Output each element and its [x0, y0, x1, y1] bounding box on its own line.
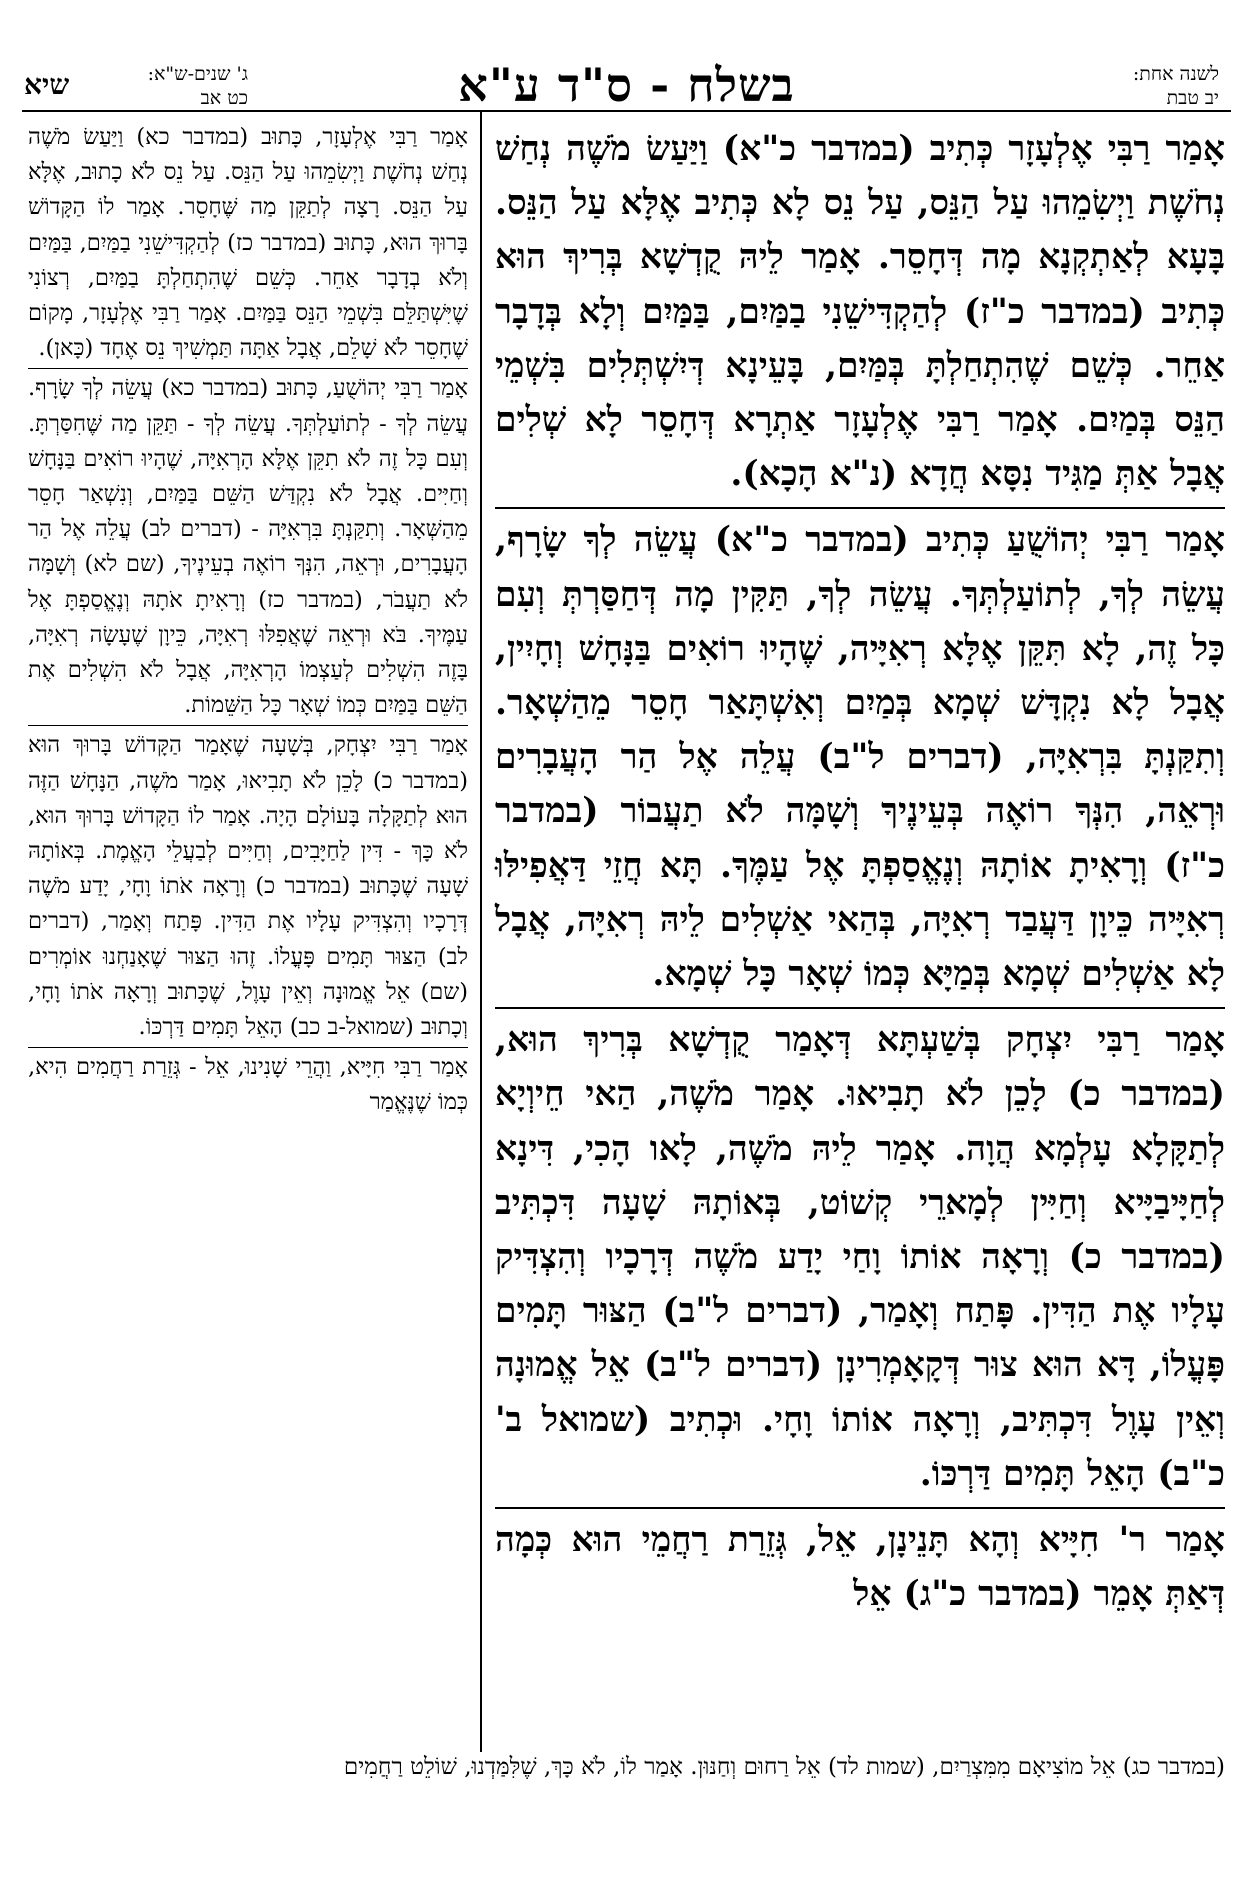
- main-paragraph: אָמַר רַבִּי יִצְחָק בְּשַׁעְתָּא דְּאָמַר קֻדְשָׁא בְּרִיךְ הוּא, (במדבר כ) לָכֵן לֹא תָבִיאוּ. אָמַר מֹשֶׁה, הַאי חֵיוְיָא לְתַקָּלָא עָלְמָא הֲוָה. אָמַר לֵיהּ מֹשֶׁה, לָאו הָכִי, דִּינָא לְחַיָּיבַיָּיא וְחַיִּין לְמָארֵי קְשׁוֹט, בְּאוֹתָהּ שָׁעָה דִּכְתִּיב (במדבר כ) וְרָאָה אוֹתוֹ וָחַי יָדַע מֹשֶׁה דְּרָכָיו וְהִצְדִּיק עָלָיו אֶת הַדִּין. פָּתַח וְאָמַר, (דברים ל"ב) הַצּוּר תָּמִים פָּעֳלוֹ, דָּא הוּא צוּר דְּקָאָמְרִינָן (דברים ל"ב) אֵל אֱמוּנָה וְאֵין עָוֶל דִּכְתִּיב, וְרָאָה אוֹתוֹ וָחָי. וּכְתִיב (שמואל ב' כ"ב) הָאֵל תָּמִים דַּרְכּוֹ.: [495, 1007, 1225, 1501]
- page-number: שיא: [24, 68, 70, 101]
- schedule-three-years-date: כט אב: [200, 87, 248, 109]
- main-paragraph: אָמַר ר' חִיָּיא וְהָא תָּנֵינָן, אֵל, גְּזֵרַת רַחֲמֵי הוּא כְּמָה דְּאַתְּ אָמֵר (במדבר כ"ג) אֵל: [495, 1507, 1225, 1621]
- aramaic-text-column: [495, 122, 1225, 1621]
- schedule-three-years-label: ג' שנים-ש"א:: [147, 63, 248, 85]
- bottom-continuation-line: (במדבר כג) אֵל מוֹצִיאָם מִמִּצְרַיִם, (שמות לד) אֵל רַחוּם וְחַנּוּן. אָמַר לוֹ, לֹא כָּךְ, שֶׁלִּמַּדְנוּ, שׁוֹלֵט רַחֲמִים: [343, 1754, 1225, 1780]
- schedule-three-years: [68, 62, 248, 110]
- schedule-one-year-date: יב טבת: [1166, 87, 1219, 109]
- main-paragraph: אָמַר רַבִּי יְהוֹשֻׁעַ כְּתִיב (במדבר כ"א) עֲשֵׂה לְךָ שָׂרָף, עֲשֵׂה לְךָ, לְתוֹעַלְתְּךָ. עֲשֵׂה לְךָ, תַּקִּין מָה דְּחַסַּרְתְּ וְעִם כָּל זֶה, לָא תִּקֵּן אֶלָּא רְאִיָּיה, שֶׁהָיוּ רוֹאִים בַּנָּחָשׁ וְחָיִין, אֲבָל לָא נִקְדָּשׁ שְׁמָא בְּמַיִם וְאִשְׁתָּאַר חָסֵר מֵהַשְׁאָר. וְתִקַּנְתָּ בִּרְאִיָּה, (דברים ל"ב) עֲלֵה אֶל הַר הָעֲבָרִים וּרְאֵה, הִנְּךָ רוֹאֶה בְּעֵינֶיךָ וְשָׁמָּה לֹא תַעֲבוֹר (במדבר כ"ז) וְרָאִיתָ אוֹתָהּ וְנֶאֱסַפְתָּ אֶל עַמֶּךָ. תָּא חֲזֵי דַּאֲפִילּוּ רְאִיָּיה כֵּיוָן דַּעֲבַד רְאִיָּה, בְּהַאי אַשְׁלִים לֵיהּ רְאִיָּה, אֲבָל לָא אַשְׁלִים שְׁמָא בְּמַיָּא כְּמוֹ שְׁאָר כָּל שְׁמָא.: [495, 507, 1225, 1001]
- hebrew-translation-column: [28, 120, 468, 1121]
- column-divider: [480, 112, 482, 1752]
- page-title: בשלח - ס"ד ע"א: [458, 58, 795, 112]
- side-paragraph: אָמַר רַבִּי אֶלְעָזָר, כָּתוּב (במדבר כא) וַיַּעַשׂ מֹשֶׁה נְחַשׁ נְחֹשֶׁת וַיְשִׂמֵהוּ עַל הַנֵּס. עַל נֵס לֹא כָתוּב, אֶלָּא עַל הַנֵּס. רָצָה לְתַקֵּן מַה שֶּׁחָסֵר. אָמַר לוֹ הַקָּדוֹשׁ בָּרוּךְ הוּא, כָּתוּב (במדבר כז) לְהַקְדִּישֵׁנִי בַמַּיִם, בַּמַּיִם וְלֹא בְדָבָר אַחֵר. כְּשֵׁם שֶׁהִתְחַלְתָּ בַמַּיִם, רְצוֹנִי שֶׁיִּשְׁתַּלֵּם בִּשְׁמֵי הַנֵּס בַּמַּיִם. אָמַר רַבִּי אֶלְעָזָר, מָקוֹם שֶׁחָסֵר לֹא שָׁלֵם, אֲבָל אַתָּה תַּמְשִׁיךְ נֵס אֶחָד (כָּאן).: [28, 124, 468, 362]
- main-paragraph: אָמַר רַבִּי אֶלְעָזָר כְּתִיב (במדבר כ"א) וַיַּעַשׂ מֹשֶׁה נְחַשׁ נְחֹשֶׁת וַיְשִׂמֵהוּ עַל הַנֵּס, עַל נֵס לָא כְּתִיב אֶלָּא עַל הַנֵּס. בָּעָא לְאַתְקְנָא מָה דְּחָסֵר. אָמַר לֵיהּ קֻדְשָׁא בְּרִיךְ הוּא כְּתִיב (במדבר כ"ז) לְהַקְדִּישֵׁנִי בַמַּיִם, בַּמַּיִם וְלָא בְּדָבָר אַחֵר. כְּשֵׁם שֶׁהִתְחַלְתָּ בְּמַּיִם, בָּעֵינָא דְּיִשְׁתְּלִים בִּשְׁמֵי הַנֵּס בְּמַיִם. אָמַר רַבִּי אֶלְעָזָר אַתְרָא דְּחָסֵר לָא שְׁלִים אֲבָל אַתְּ מַגִּיד נִסָּא חֲדָא (נ"א הָכָא).: [495, 129, 1225, 495]
- schedule-one-year: [1029, 62, 1219, 110]
- side-paragraph: אָמַר רַבִּי יְהוֹשֻׁעַ, כָּתוּב (במדבר כא) עֲשֵׂה לְךָ שָׂרָף. עֲשֵׂה לְךָ - לְתוֹעַלְתְּךָ. עֲשֵׂה לְךָ - תַּקֵּן מַה שֶּׁחִסַּרְתָּ. וְעִם כָּל זֶה לֹא תִקֵּן אֶלָּא הָרְאִיָּה, שֶׁהָיוּ רוֹאִים בַּנָּחָשׁ וְחַיִּים. אֲבָל לֹא נִקְדַּשׁ הַשֵּׁם בַּמַּיִם, וְנִשְׁאַר חָסֵר מֵהַשְּׁאָר. וְתִקַּנְתָּ בִּרְאִיָּה - (דברים לב) עֲלֵה אֶל הַר הָעֲבָרִים, וּרְאֵה, הִנְּךָ רוֹאֶה בְעֵינֶיךָ, (שם לא) וְשָׁמָּה לֹא תַעֲבֹר, (במדבר כז) וְרָאִיתָ אֹתָהּ וְנֶאֱסַפְתָּ אֶל עַמֶּיךָ. בֹּא וּרְאֵה שֶׁאֲפִלּוּ רְאִיָּה, כֵּיוָן שֶׁעָשָׂה רְאִיָּה, בָּזֶה הִשְׁלִים לְעַצְמוֹ הָרְאִיָּה, אֲבָל לֹא הִשְׁלִים אֶת הַשֵּׁם בַּמַּיִם כְּמוֹ שְׁאָר כָּל הַשֵּׁמוֹת.: [28, 368, 468, 723]
- schedule-one-year-label: לשנה אחת:: [1132, 63, 1219, 85]
- side-paragraph: אָמַר רַבִּי חִיָּיא, וַהֲרֵי שָׁנִינוּ, אֵל - גְּזֵרַת רַחֲמִים הִיא, כְּמוֹ שֶׁנֶּאֱמַר: [28, 1047, 468, 1120]
- header-divider: [22, 110, 1231, 112]
- side-paragraph: אָמַר רַבִּי יִצְחָק, בְּשָׁעָה שֶׁאָמַר הַקָּדוֹשׁ בָּרוּךְ הוּא (במדבר כ) לָכֵן לֹא תָבִיאוּ, אָמַר מֹשֶׁה, הַנָּחָשׁ הַזֶּה הוּא לְתַקָּלָה בָּעוֹלָם הָיָה. אָמַר לוֹ הַקָּדוֹשׁ בָּרוּךְ הוּא, לֹא כָּךְ - דִּין לַחַיָּבִים, וְחַיִּים לְבַעֲלֵי הָאֱמֶת. בְּאוֹתָהּ שָׁעָה שֶׁכָּתוּב (במדבר כ) וְרָאָה אֹתוֹ וָחָי, יָדַע מֹשֶׁה דְּרָכָיו וְהִצְדִּיק עָלָיו אֶת הַדִּין. פָּתַח וְאָמַר, (דברים לב) הַצּוּר תָּמִים פָּעֳלוֹ. זֶהוּ הַצּוּר שֶׁאָנַחְנוּ אוֹמְרִים (שם) אֵל אֱמוּנָה וְאֵין עָוֶל, שֶׁכָּתוּב וְרָאָה אֹתוֹ וָחָי, וְכָתוּב (שמואל-ב כב) הָאֵל תָּמִים דַּרְכּוֹ.: [28, 725, 468, 1045]
